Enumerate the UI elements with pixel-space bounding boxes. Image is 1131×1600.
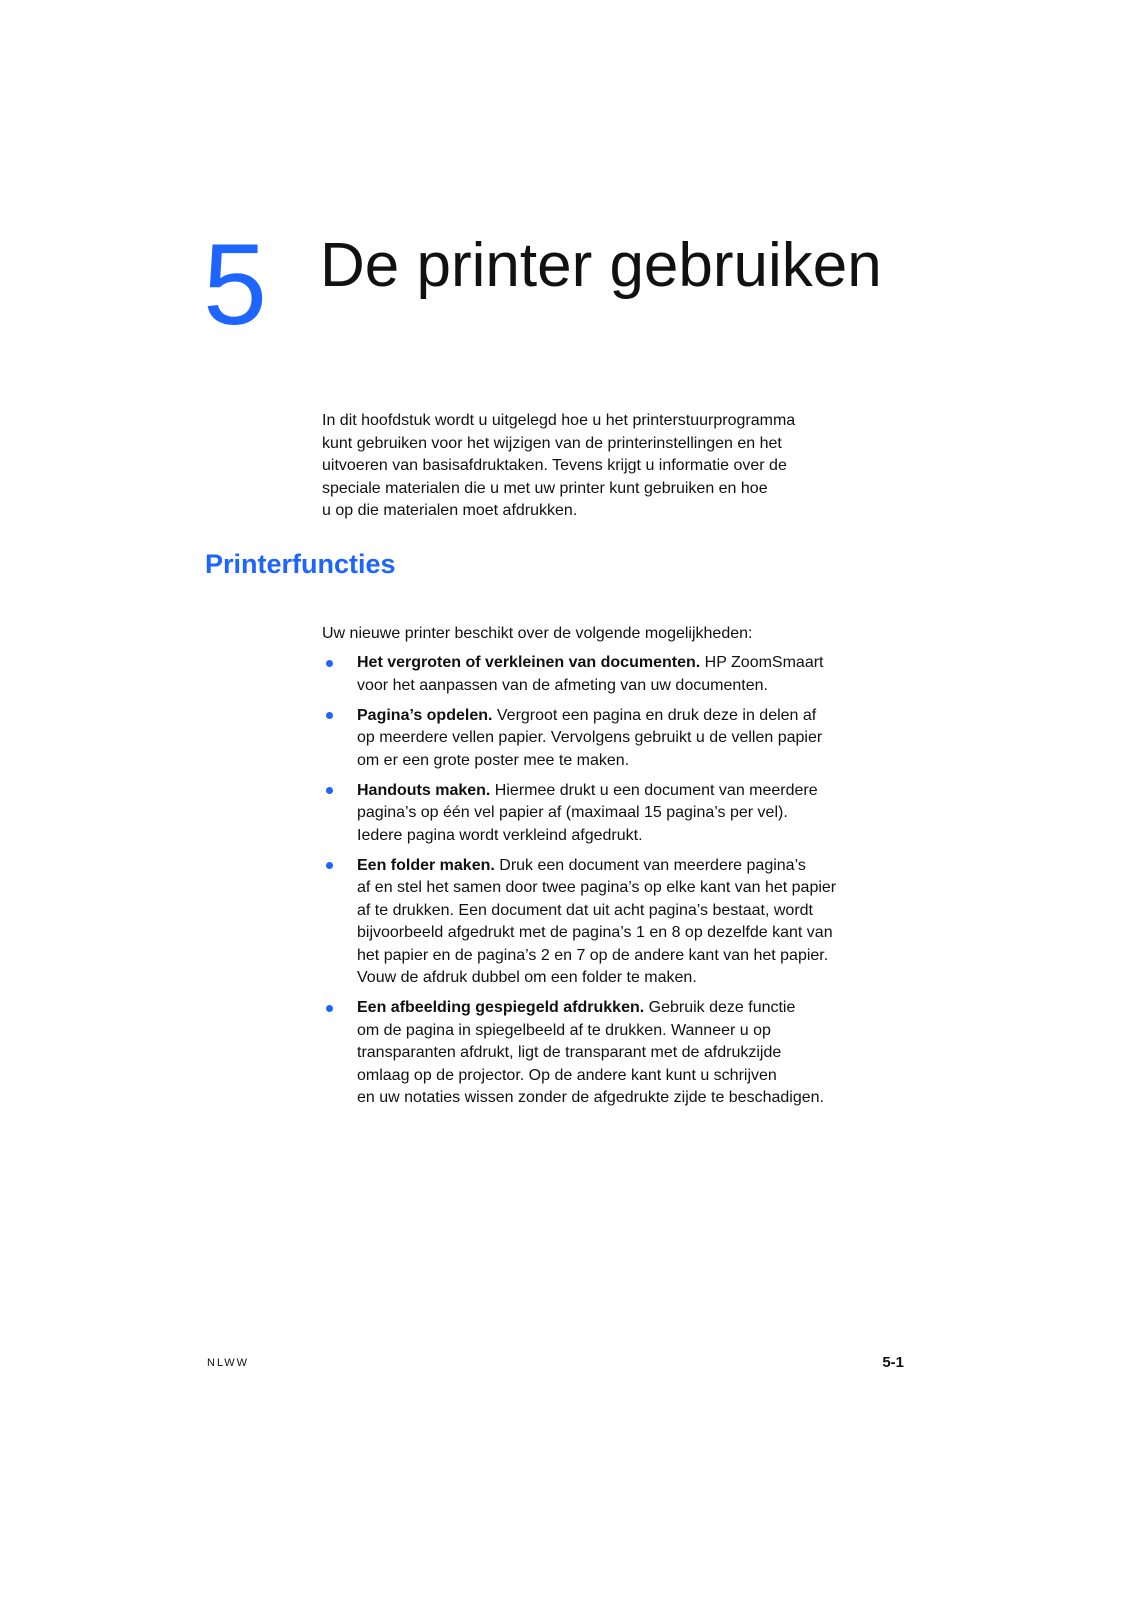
list-item-text: om de pagina in spiegelbeeld af te drukken. Wanneer u op [357,1021,771,1039]
list-item-lead: Een folder maken. [357,856,495,874]
list-item-first-line [357,855,836,878]
list-item-text: Druk een document van meerdere pagina’s [494,856,806,874]
list-item-lead: Het vergroten of verkleinen van documenten. [357,654,701,671]
list-item-text: af te drukken. Een document dat uit acht pagina’s bestaat, wordt [357,901,813,919]
bullet-icon [326,712,333,719]
list-item-text: op meerdere vellen papier. Vervolgens gebruikt u de vellen papier [357,729,823,746]
list-item-first-line [357,997,836,1020]
bullet-icon [326,660,333,667]
list-item-lead: Een afbeelding gespiegeld afdrukken. [357,999,645,1016]
list-item-text: HP ZoomSmaart [700,654,824,671]
bullet-icon [326,862,333,869]
intro-line: speciale materialen die u met uw printer kunt gebruiken en hoe [322,479,768,497]
list-item-text: transparanten afdrukt, ligt de transparant met de afdrukzijde [357,1044,782,1061]
intro-paragraph [322,410,795,523]
list-item-text: het papier en de pagina’s 2 en 7 op de andere kant van het papier. [357,946,829,964]
section-lead-text: Uw nieuwe printer beschikt over de volgende mogelijkheden: [322,625,753,642]
list-item-lead: Pagina’s opdelen. [357,706,493,724]
page-number: 5-1 [882,1354,904,1371]
list-item-text: Vouw de afdruk dubbel om een folder te maken. [357,969,697,986]
list-item-text: omlaag op de projector. Op de andere kant kunt u schrijven [357,1066,777,1084]
intro-line: uitvoeren van basisafdruktaken. Tevens krijgt u informatie over de [322,457,787,474]
bullet-icon [326,787,333,794]
list-item-text: voor het aanpassen van de afmeting van uw documenten. [357,676,768,694]
list-item [357,780,836,848]
list-item-first-line [357,652,836,675]
list-item [357,652,836,697]
list-item [357,705,836,773]
list-item [357,855,836,990]
section-lead [322,623,752,646]
chapter-title: De printer gebruiken [320,231,882,300]
section-heading: Printerfuncties [205,549,396,579]
list-item [357,997,836,1110]
list-item-text: af en stel het samen door twee pagina’s op elke kant van het papier [357,879,837,896]
list-item-text: om er een grote poster mee te maken. [357,751,630,769]
list-item-text: Vergroot een pagina en druk deze in delen af [492,706,817,724]
list-item-text: pagina’s op één vel papier af (maximaal 15 pagina’s per vel). [357,804,788,821]
bullet-icon [326,1005,333,1012]
feature-list [357,652,836,1117]
list-item-text: Gebruik deze functie [644,999,796,1016]
list-item-text: Hiermee drukt u een document van meerdere [490,781,818,799]
footer-doc-code: NLWW [207,1357,250,1369]
intro-line: u op die materialen moet afdrukken. [322,502,578,519]
intro-line: In dit hoofdstuk wordt u uitgelegd hoe u het printerstuurprogramma [322,412,796,429]
chapter-number: 5 [203,221,267,349]
list-item-first-line [357,780,836,803]
list-item-first-line [357,705,836,728]
list-item-text: en uw notaties wissen zonder de afgedrukte zijde te beschadigen. [357,1089,824,1106]
list-item-lead: Handouts maken. [357,781,491,799]
list-item-text: bijvoorbeeld afgedrukt met de pagina’s 1 en 8 op dezelfde kant van [357,924,833,941]
list-item-text: Iedere pagina wordt verkleind afgedrukt. [357,826,643,844]
intro-line: kunt gebruiken voor het wijzigen van de printerinstellingen en het [322,434,782,452]
